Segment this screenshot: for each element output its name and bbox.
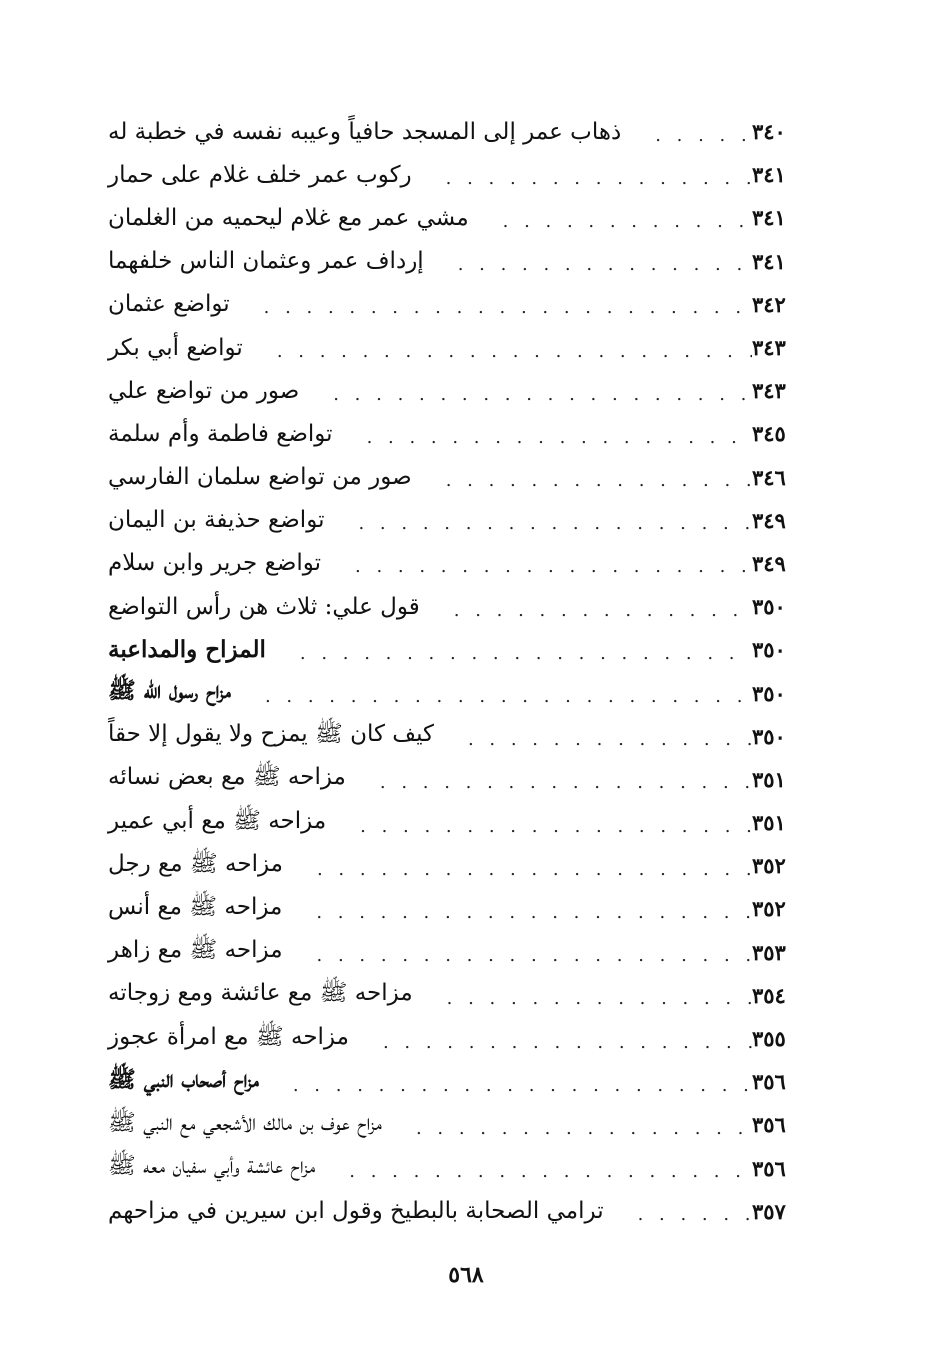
dot-leader bbox=[621, 127, 752, 145]
toc-section-heading bbox=[100, 628, 800, 671]
toc-entry-title: مزاحه ﷺ مع بعض نسائه bbox=[108, 764, 346, 791]
page-number: ٥٦٨ bbox=[448, 1262, 484, 1288]
toc-entry bbox=[100, 240, 800, 283]
toc-entry-title: تواضع عثمان bbox=[108, 291, 230, 318]
dot-leader bbox=[231, 688, 752, 706]
dot-leader bbox=[434, 731, 752, 749]
toc-entry bbox=[100, 887, 800, 930]
toc-entry-page: ٣٥٦ bbox=[752, 1112, 786, 1138]
dot-leader bbox=[282, 904, 752, 922]
toc-entry-title: صور من تواضع علي bbox=[108, 377, 300, 404]
toc-entry-title: ركوب عمر خلف غلام على حمار bbox=[108, 161, 412, 188]
dot-leader bbox=[230, 299, 752, 317]
toc-entry bbox=[100, 542, 800, 585]
toc-section-heading bbox=[100, 671, 800, 714]
dot-leader bbox=[283, 947, 752, 965]
dot-leader bbox=[346, 774, 752, 792]
toc-entry bbox=[100, 844, 800, 887]
toc-entry-page: ٣٤١ bbox=[752, 162, 786, 188]
toc-entry-title: مزاحه ﷺ مع أبي عمير bbox=[108, 807, 327, 834]
toc-entry bbox=[100, 931, 800, 974]
toc-entry-title: تواضع حذيفة بن اليمان bbox=[108, 507, 325, 534]
toc-entry-title: كيف كان ﷺ يمزح ولا يقول إلا حقاً bbox=[108, 721, 434, 748]
toc-entry-page: ٣٤٩ bbox=[752, 550, 786, 576]
toc-entry bbox=[100, 412, 800, 455]
toc-entry bbox=[100, 801, 800, 844]
toc-entry-page: ٣٥٦ bbox=[752, 1155, 786, 1181]
toc-entry-page: ٣٥٧ bbox=[752, 1198, 786, 1224]
dot-leader bbox=[412, 472, 752, 490]
toc-entry-title: مزاح عائشة وأبي سفيان معه ﷺ bbox=[108, 1153, 316, 1180]
toc-entry bbox=[100, 1103, 800, 1146]
toc-entry-page: ٣٤٠ bbox=[752, 119, 786, 145]
toc-entry-title: ترامي الصحابة بالبطيخ وقول ابن سيرين في مزاحهم bbox=[108, 1198, 604, 1225]
toc-entry-page: ٣٥٦ bbox=[752, 1069, 786, 1095]
toc-entry bbox=[100, 283, 800, 326]
toc-entry-title: إرداف عمر وعثمان الناس خلفهما bbox=[108, 248, 424, 275]
toc-entry-page: ٣٤٩ bbox=[752, 507, 786, 533]
toc-entry-title: تواضع جرير وابن سلام bbox=[108, 550, 322, 577]
dot-leader bbox=[382, 1120, 752, 1138]
dot-leader bbox=[469, 213, 752, 231]
toc-entry-title: ذهاب عمر إلى المسجد حافياً وعيبه نفسه في خطبة له bbox=[108, 118, 622, 145]
toc-entry-title: مزاح أصحاب النبي ﷺ bbox=[108, 1065, 259, 1093]
toc-entry-title: مزاحه ﷺ مع عائشة ومع زوجاته bbox=[108, 980, 413, 1007]
toc-entry-page: ٣٤٦ bbox=[752, 464, 786, 490]
dot-leader bbox=[420, 602, 752, 620]
toc-entry-page: ٣٥١ bbox=[752, 810, 786, 836]
toc-entry bbox=[100, 499, 800, 542]
table-of-contents bbox=[100, 110, 800, 1233]
toc-entry bbox=[100, 326, 800, 369]
dot-leader bbox=[604, 1206, 752, 1224]
toc-entry-page: ٣٤٣ bbox=[752, 378, 786, 404]
toc-entry-page: ٣٥٠ bbox=[752, 680, 786, 706]
dot-leader bbox=[349, 1034, 752, 1052]
toc-entry-page: ٣٥٢ bbox=[752, 896, 786, 922]
toc-entry-page: ٣٥٢ bbox=[752, 853, 786, 879]
toc-entry-title: مزاح رسول الله ﷺ bbox=[108, 677, 231, 705]
toc-entry-title: مزاحه ﷺ مع امرأة عجوز bbox=[108, 1023, 349, 1050]
toc-entry-page: ٣٤١ bbox=[752, 205, 786, 231]
dot-leader bbox=[324, 515, 752, 533]
toc-entry-title: تواضع فاطمة وأم سلمة bbox=[108, 420, 333, 447]
toc-entry-title: مزاحه ﷺ مع زاهر bbox=[108, 937, 283, 964]
toc-entry-title: مزاحه ﷺ مع رجل bbox=[108, 850, 283, 877]
toc-entry bbox=[100, 1190, 800, 1233]
toc-entry bbox=[100, 1147, 800, 1190]
toc-entry bbox=[100, 456, 800, 499]
toc-entry-title: مشي عمر مع غلام ليحميه من الغلمان bbox=[108, 204, 469, 231]
dot-leader bbox=[424, 256, 752, 274]
toc-entry-page: ٣٤١ bbox=[752, 248, 786, 274]
toc-entry bbox=[100, 758, 800, 801]
dot-leader bbox=[321, 558, 752, 576]
toc-entry-page: ٣٥٠ bbox=[752, 594, 786, 620]
toc-entry bbox=[100, 974, 800, 1017]
toc-entry-title: مزاح عوف بن مالك الأشجعي مع النبي ﷺ bbox=[108, 1109, 382, 1136]
toc-entry bbox=[100, 1017, 800, 1060]
toc-entry-page: ٣٥٣ bbox=[752, 939, 786, 965]
dot-leader bbox=[315, 1163, 752, 1181]
toc-entry-page: ٣٥٠ bbox=[752, 723, 786, 749]
toc-entry-page: ٣٤٣ bbox=[752, 335, 786, 361]
toc-entry-title: مزاحه ﷺ مع أنس bbox=[108, 893, 283, 920]
toc-entry-page: ٣٤٥ bbox=[752, 421, 786, 447]
toc-entry-title: المزاح والمداعبة bbox=[108, 636, 266, 664]
dot-leader bbox=[413, 990, 752, 1008]
dot-leader bbox=[283, 861, 752, 879]
dot-leader bbox=[243, 343, 752, 361]
dot-leader bbox=[259, 1077, 752, 1095]
toc-entry bbox=[100, 715, 800, 758]
toc-entry bbox=[100, 369, 800, 412]
dot-leader bbox=[326, 818, 752, 836]
toc-entry-page: ٣٥١ bbox=[752, 766, 786, 792]
dot-leader bbox=[412, 170, 752, 188]
toc-entry bbox=[100, 196, 800, 239]
dot-leader bbox=[333, 429, 752, 447]
toc-entry bbox=[100, 110, 800, 153]
toc-section-heading bbox=[100, 1060, 800, 1103]
dot-leader bbox=[299, 386, 752, 404]
toc-entry-title: تواضع أبي بكر bbox=[108, 334, 243, 361]
toc-entry bbox=[100, 585, 800, 628]
toc-entry-page: ٣٥٥ bbox=[752, 1026, 786, 1052]
toc-entry-page: ٣٤٢ bbox=[752, 291, 786, 317]
toc-entry-page: ٣٥٠ bbox=[752, 637, 786, 663]
toc-entry-title: صور من تواضع سلمان الفارسي bbox=[108, 464, 412, 491]
toc-entry bbox=[100, 153, 800, 196]
toc-entry-page: ٣٥٤ bbox=[752, 982, 786, 1008]
toc-entry-title: قول علي: ثلاث هن رأس التواضع bbox=[108, 593, 420, 620]
dot-leader bbox=[266, 645, 752, 663]
